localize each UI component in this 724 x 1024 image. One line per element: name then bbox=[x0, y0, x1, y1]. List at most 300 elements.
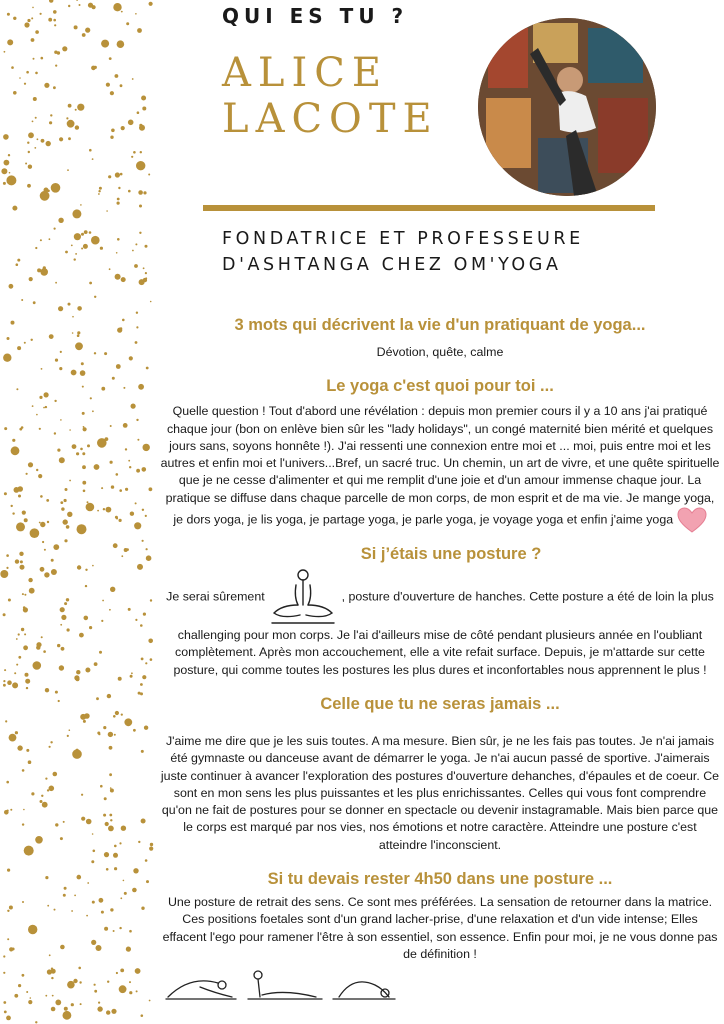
gold-dot bbox=[52, 995, 54, 997]
gold-dot bbox=[54, 400, 56, 402]
gold-dot bbox=[7, 13, 10, 16]
gold-dot bbox=[4, 160, 10, 166]
gold-dot bbox=[51, 559, 54, 562]
role-line-2: D'ASHTANGA CHEZ OM'YOGA bbox=[222, 255, 562, 275]
gold-dot bbox=[22, 974, 25, 977]
answer-never: J'aime me dire que je les suis toutes. A ma mesure. Bien sûr, je ne les fais pas toutes. Je n'ai jamais été gymnaste ou danceuse avant de démarrer le yoga. Je n'ai aucun passé de sportive. J'aimerais juste continuer à avancer l'exploration des postures d'ouverture dehanches, d'épaules et de coeur. Ce sont en mon sens les plus puissantes et les plus enrichissantes. Celles qui vous font comprendre qu'on ne fait de postures pour se donner en spectacle ou devenir instagramable. Mais bien parce que le corps est marqué par nos vies, nos émotions et notre caractère. Atteindre une posture c'est atteindre l'inconscient. bbox=[160, 733, 720, 852]
gold-dot bbox=[63, 821, 65, 823]
gold-dot bbox=[18, 656, 21, 659]
gold-dot bbox=[50, 741, 52, 743]
gold-dot bbox=[121, 826, 126, 831]
gold-dot bbox=[76, 452, 79, 455]
gold-dot bbox=[77, 565, 81, 569]
gold-dot bbox=[55, 1000, 61, 1006]
seated-forward-fold-icon bbox=[160, 967, 240, 1003]
gold-dot bbox=[8, 599, 11, 602]
gold-dot bbox=[50, 114, 52, 116]
gold-dot bbox=[137, 28, 142, 33]
gold-dot bbox=[135, 13, 137, 15]
gold-dot bbox=[120, 969, 124, 973]
gold-dot bbox=[138, 190, 143, 195]
gold-dot bbox=[66, 525, 70, 529]
gold-dot bbox=[55, 65, 57, 67]
gold-dot bbox=[135, 968, 141, 974]
gold-dot bbox=[51, 1007, 56, 1012]
answer-posture bbox=[160, 567, 720, 679]
gold-dot bbox=[110, 789, 114, 793]
gold-dot bbox=[124, 718, 132, 726]
gold-dot bbox=[47, 521, 49, 523]
gold-dot bbox=[49, 121, 52, 124]
gold-dot bbox=[104, 797, 107, 800]
gold-dot bbox=[14, 672, 16, 674]
gold-dot bbox=[54, 51, 57, 54]
gold-dot bbox=[121, 277, 126, 282]
gold-dot bbox=[39, 522, 41, 524]
gold-dot bbox=[60, 624, 62, 626]
gold-dot bbox=[54, 228, 56, 230]
gold-dot bbox=[6, 567, 8, 569]
gold-dot bbox=[36, 414, 38, 416]
gold-dot bbox=[40, 268, 48, 276]
gold-dot bbox=[145, 245, 148, 248]
gold-dot bbox=[120, 84, 123, 87]
gold-dot bbox=[121, 126, 125, 130]
gold-dot bbox=[113, 853, 118, 858]
gold-dot bbox=[141, 96, 146, 101]
gold-dot bbox=[66, 117, 68, 119]
gold-dot bbox=[63, 1011, 72, 1020]
gold-dot bbox=[15, 731, 18, 734]
gold-dot bbox=[3, 680, 5, 682]
gold-dot bbox=[62, 519, 67, 524]
gold-dot bbox=[142, 107, 146, 111]
gold-dot bbox=[131, 672, 133, 674]
gold-dot bbox=[64, 499, 67, 502]
role-title bbox=[222, 226, 662, 278]
answer-posture-rest: , posture d'ouverture de hanches. Cette posture a été de loin la plus challenging pour mon corps. Je l'ai d'ailleurs mise de côté pendant plusieurs année en l'oubliant complètement. Après mon accouchement, elle a vite refait surface. Depuis, je m'attarde sur cette posture, qui comme toutes les postures les plus dures et inconfortables nous apprennent le plus ! bbox=[173, 589, 714, 677]
answer-yoga-meaning-text: Quelle question ! Tout d'abord une révélation : depuis mon premier cours il y a 10 ans j'ai pratiqué chaque jour (bon on enlève bien sûr les "lady holidays", un congé maternité bien mérité et quelques jours sans, soyons honnête !). J'ai ressenti une connexion entre moi et ... moi, puis entre moi et les autres et enfin moi et l'univers...Bref, un sacré truc. Un chemin, un art de vivre, et une quête spirituelle que je ne cesse d'alimenter et qui me remplit d'une joie et d'un amour immense chaque jour. La pratique se diffuse dans chaque parcelle de mon corps, de mon esprit et de ma vie. Je mange yoga, je dors yoga, je lis yoga, je partage yoga, je parle yoga, je voyage yoga et enfin j'aime yoga bbox=[160, 404, 720, 527]
gold-dot bbox=[23, 606, 26, 609]
gold-dot bbox=[75, 109, 77, 111]
gold-dot bbox=[38, 474, 42, 478]
gold-dot bbox=[27, 19, 30, 22]
gold-dot bbox=[35, 117, 37, 119]
gold-dot bbox=[35, 1021, 37, 1023]
question-yoga-meaning: Le yoga c'est quoi pour toi ... bbox=[326, 377, 554, 396]
gold-dot bbox=[101, 911, 104, 914]
gold-dot bbox=[35, 72, 38, 75]
gold-dot bbox=[28, 462, 33, 467]
gold-dot bbox=[83, 426, 85, 428]
gold-dot bbox=[120, 897, 122, 899]
gold-dot bbox=[58, 700, 60, 702]
gold-dot bbox=[96, 945, 102, 951]
gold-dot bbox=[11, 321, 15, 325]
gold-dot bbox=[26, 71, 29, 74]
gold-dot bbox=[136, 161, 145, 170]
gold-dot bbox=[3, 1001, 6, 1004]
gold-dot bbox=[24, 22, 29, 27]
gold-dot bbox=[7, 680, 12, 685]
gold-dot bbox=[9, 734, 17, 742]
gold-dot bbox=[51, 569, 57, 575]
gold-dot bbox=[16, 388, 18, 390]
gold-dot bbox=[89, 231, 92, 234]
question-hold-posture: Si tu devais rester 4h50 dans une posture ... bbox=[267, 870, 613, 889]
gold-dot bbox=[117, 198, 120, 201]
gold-dot bbox=[7, 337, 10, 340]
gold-dot bbox=[62, 46, 67, 51]
gold-dot bbox=[98, 193, 100, 195]
gold-dot bbox=[92, 158, 94, 160]
gold-dot bbox=[3, 134, 9, 140]
gold-dot bbox=[12, 206, 17, 211]
gold-dot bbox=[101, 387, 105, 391]
gold-dot bbox=[16, 522, 25, 531]
gold-dot bbox=[21, 426, 24, 429]
question-three-words: 3 mots qui décrivent la vie d'un pratiquant de yoga... bbox=[234, 316, 646, 334]
gold-dot bbox=[59, 137, 63, 141]
gold-dot bbox=[17, 346, 21, 350]
gold-dot bbox=[91, 236, 100, 245]
gold-dot bbox=[146, 555, 152, 561]
gold-dot bbox=[74, 895, 76, 897]
gold-dot bbox=[81, 817, 85, 821]
gold-dot bbox=[16, 664, 18, 666]
gold-dot bbox=[67, 120, 75, 128]
gold-dot bbox=[12, 682, 18, 688]
gold-dot bbox=[91, 860, 94, 863]
gold-dot bbox=[139, 205, 142, 208]
gold-dot bbox=[54, 24, 56, 26]
gold-dot bbox=[66, 598, 69, 601]
gold-dot bbox=[43, 195, 48, 200]
gold-dot bbox=[22, 769, 25, 772]
gold-dot bbox=[24, 594, 26, 596]
gold-dot bbox=[24, 846, 34, 856]
gold-dot bbox=[60, 837, 63, 840]
gold-dot bbox=[99, 898, 104, 903]
gold-dot bbox=[17, 259, 20, 262]
gold-dot bbox=[141, 658, 144, 661]
gold-dot bbox=[120, 173, 123, 176]
gold-dot bbox=[24, 633, 26, 635]
gold-dot bbox=[4, 810, 9, 815]
gold-dot bbox=[110, 91, 114, 95]
gold-dot bbox=[135, 243, 137, 245]
gold-dot bbox=[110, 461, 113, 464]
gold-dot bbox=[87, 501, 89, 503]
gold-dot bbox=[27, 184, 31, 188]
gold-dot bbox=[68, 5, 70, 7]
gold-dot bbox=[138, 841, 140, 843]
gold-dot bbox=[84, 616, 89, 621]
gold-dot bbox=[13, 17, 16, 20]
gold-dot bbox=[135, 341, 138, 344]
gold-dot bbox=[9, 172, 11, 174]
gold-dot bbox=[74, 258, 76, 260]
gold-dot bbox=[41, 139, 45, 143]
gold-dot bbox=[35, 30, 39, 34]
gold-dot bbox=[4, 51, 6, 53]
gold-dot bbox=[106, 507, 112, 513]
gold-dot bbox=[111, 129, 115, 133]
gold-dot bbox=[106, 210, 108, 212]
gold-dot bbox=[33, 661, 42, 670]
gold-dot bbox=[96, 697, 99, 700]
gold-dot bbox=[94, 984, 96, 986]
gold-dot bbox=[3, 955, 5, 957]
gold-dot bbox=[68, 303, 71, 306]
gold-dot bbox=[15, 263, 18, 266]
gold-dot bbox=[114, 845, 117, 848]
gold-dot bbox=[121, 714, 123, 716]
gold-dot bbox=[12, 512, 14, 514]
gold-dot bbox=[57, 644, 60, 647]
gold-dot bbox=[116, 364, 121, 369]
fetal-postures-illustrations bbox=[160, 967, 720, 1008]
answer-three-words: Dévotion, quête, calme bbox=[376, 345, 504, 359]
gold-dot bbox=[149, 1000, 151, 1002]
gold-dot bbox=[85, 569, 87, 571]
gold-dot bbox=[26, 749, 29, 752]
gold-dot bbox=[60, 945, 65, 950]
gold-dot bbox=[9, 906, 13, 910]
gold-dot bbox=[36, 645, 40, 649]
gold-dot bbox=[20, 560, 23, 563]
gold-dot bbox=[44, 188, 49, 193]
gold-dot bbox=[121, 11, 123, 13]
gold-dot bbox=[137, 439, 139, 441]
gold-dot bbox=[113, 930, 115, 932]
gold-dot bbox=[46, 499, 49, 502]
gold-dot bbox=[18, 633, 20, 635]
gold-dot bbox=[109, 773, 112, 776]
gold-dot bbox=[119, 519, 122, 522]
gold-dot bbox=[72, 316, 74, 318]
gold-dot bbox=[3, 354, 11, 362]
gold-dot bbox=[136, 419, 138, 421]
gold-dot bbox=[14, 994, 18, 998]
gold-dot bbox=[105, 437, 109, 441]
gold-dot bbox=[141, 1014, 144, 1017]
gold-dot bbox=[26, 687, 28, 689]
gold-dot bbox=[128, 608, 131, 611]
gold-dot bbox=[82, 481, 86, 485]
gold-dot bbox=[67, 169, 69, 171]
gold-dot bbox=[132, 250, 134, 252]
gold-dot bbox=[104, 927, 108, 931]
gold-dot bbox=[92, 410, 94, 412]
gold-dot bbox=[31, 38, 35, 42]
gold-dot bbox=[126, 548, 129, 551]
gold-dot bbox=[79, 633, 84, 638]
gold-dot bbox=[68, 137, 71, 140]
gold-dot bbox=[33, 301, 36, 304]
gold-dot bbox=[28, 760, 32, 764]
gold-dot bbox=[23, 645, 28, 650]
gold-dot bbox=[89, 149, 92, 152]
heart-icon bbox=[677, 507, 707, 533]
gold-dot bbox=[111, 485, 114, 488]
gold-dot bbox=[148, 174, 150, 176]
gold-dot bbox=[32, 121, 34, 123]
gold-dot bbox=[77, 306, 82, 311]
gold-dot bbox=[146, 880, 149, 883]
gold-dot bbox=[43, 407, 45, 409]
question-never: Celle que tu ne seras jamais ... bbox=[320, 694, 560, 713]
gold-dot bbox=[94, 990, 97, 993]
gold-dot bbox=[83, 490, 86, 493]
gold-dot bbox=[42, 541, 44, 543]
gold-dot bbox=[130, 512, 134, 516]
gold-dot bbox=[13, 91, 17, 95]
gold-dot bbox=[77, 524, 87, 534]
gold-dot bbox=[132, 888, 137, 893]
name-last: LACOTE bbox=[222, 96, 439, 142]
gold-dot bbox=[67, 981, 75, 989]
gold-dot bbox=[4, 1011, 7, 1014]
gold-dot bbox=[94, 662, 98, 666]
profile-photo bbox=[478, 18, 656, 196]
gold-dot bbox=[55, 359, 58, 362]
gold-dot bbox=[116, 972, 118, 974]
gold-dot bbox=[150, 599, 152, 601]
gold-dot bbox=[136, 469, 140, 473]
gold-dot bbox=[3, 972, 5, 974]
gold-dot bbox=[11, 446, 20, 455]
gold-dot bbox=[6, 1016, 11, 1021]
gold-dot bbox=[54, 432, 56, 434]
gold-dot bbox=[72, 444, 77, 449]
gold-dot bbox=[71, 910, 73, 912]
gold-dot bbox=[61, 615, 66, 620]
gold-dot bbox=[87, 444, 90, 447]
gold-dot bbox=[125, 448, 127, 450]
gold-dot bbox=[9, 284, 14, 289]
gold-dot bbox=[49, 954, 51, 956]
gold-dot bbox=[143, 278, 147, 282]
gold-dot bbox=[92, 901, 95, 904]
gold-dot bbox=[142, 467, 147, 472]
gold-dot bbox=[41, 57, 44, 60]
gold-dot bbox=[118, 187, 120, 189]
gold-dot bbox=[114, 867, 117, 870]
gold-dot bbox=[28, 925, 37, 934]
gold-dot bbox=[82, 452, 85, 455]
gold-dot bbox=[80, 370, 86, 376]
child-pose-icon bbox=[329, 967, 399, 1003]
gold-dot bbox=[138, 384, 144, 390]
gold-dot bbox=[146, 548, 148, 550]
gold-dot bbox=[61, 647, 65, 651]
gold-dot bbox=[40, 239, 42, 241]
gold-dot bbox=[7, 39, 13, 45]
gold-dot bbox=[143, 191, 146, 194]
gold-dot bbox=[58, 218, 63, 223]
gold-dot bbox=[110, 587, 115, 592]
gold-dot bbox=[97, 1006, 102, 1011]
gold-dot bbox=[117, 40, 125, 48]
gold-dot bbox=[75, 677, 79, 681]
gold-dot bbox=[64, 887, 67, 890]
gold-dot bbox=[129, 466, 131, 468]
gold-dot bbox=[119, 489, 122, 492]
gold-dot bbox=[110, 136, 113, 139]
gold-dot bbox=[128, 120, 134, 126]
gold-dot bbox=[85, 28, 90, 33]
gold-dot bbox=[28, 1000, 32, 1004]
gold-dot bbox=[75, 125, 79, 129]
gold-dot bbox=[119, 842, 121, 844]
gold-dot bbox=[67, 628, 70, 631]
gold-dot bbox=[82, 412, 85, 415]
gold-dot bbox=[76, 0, 78, 1]
gold-dot bbox=[136, 326, 138, 328]
gold-dot bbox=[28, 132, 34, 138]
gold-dot bbox=[94, 66, 97, 69]
gold-dot bbox=[104, 852, 109, 857]
gold-dot bbox=[29, 588, 35, 594]
gold-dot bbox=[40, 522, 45, 527]
gold-dot bbox=[143, 444, 150, 451]
answer-hold-posture: Une posture de retrait des sens. Ce sont mes préférées. La sensation de retourner dans la matrice. Ces positions foetales sont d'un grand lacher-prise, d'une relaxation et d'un vide intense; Elles effacent l'ego pour ramener l'être à son essentiel, son essence. Enfin pour moi, je ne vous donne pas de définition ! bbox=[162, 895, 718, 961]
gold-dot bbox=[129, 981, 131, 983]
gold-dot bbox=[43, 650, 46, 653]
gold-dot bbox=[41, 368, 43, 370]
gold-dot bbox=[49, 0, 53, 3]
gold-dot bbox=[67, 512, 72, 517]
gold-dot bbox=[146, 367, 149, 370]
gold-dot bbox=[108, 732, 113, 737]
gold-dot bbox=[31, 339, 33, 341]
gold-dot bbox=[135, 502, 137, 504]
gold-dot bbox=[45, 688, 49, 692]
gold-dot bbox=[140, 692, 143, 695]
gold-dot bbox=[94, 464, 100, 470]
gold-dot bbox=[118, 677, 122, 681]
gold-dot bbox=[72, 332, 74, 334]
gold-dot bbox=[7, 910, 9, 912]
gold-dot bbox=[45, 995, 47, 997]
gold-dot bbox=[45, 406, 47, 408]
gold-dot bbox=[124, 892, 127, 895]
gold-dot bbox=[104, 352, 107, 355]
gold-dot bbox=[7, 869, 10, 872]
gold-dot bbox=[80, 448, 83, 451]
gold-dot bbox=[77, 334, 80, 337]
gold-dot bbox=[41, 795, 43, 797]
gold-dot bbox=[51, 977, 53, 979]
gold-dot bbox=[26, 991, 28, 993]
gold-dot bbox=[51, 183, 61, 193]
gold-dot bbox=[107, 694, 111, 698]
gold-dot bbox=[113, 715, 116, 718]
gold-dot bbox=[53, 19, 56, 22]
gold-dot bbox=[79, 981, 81, 983]
gold-dot bbox=[81, 794, 83, 796]
gold-dot bbox=[133, 868, 138, 873]
interview-content bbox=[160, 314, 720, 1008]
gold-dot bbox=[20, 565, 25, 570]
gold-dot bbox=[109, 814, 112, 817]
gold-dot bbox=[81, 248, 83, 250]
gold-dot bbox=[44, 549, 46, 551]
prone-pose-icon bbox=[244, 967, 324, 1003]
gold-dot bbox=[130, 675, 133, 678]
gold-dot bbox=[92, 5, 96, 9]
